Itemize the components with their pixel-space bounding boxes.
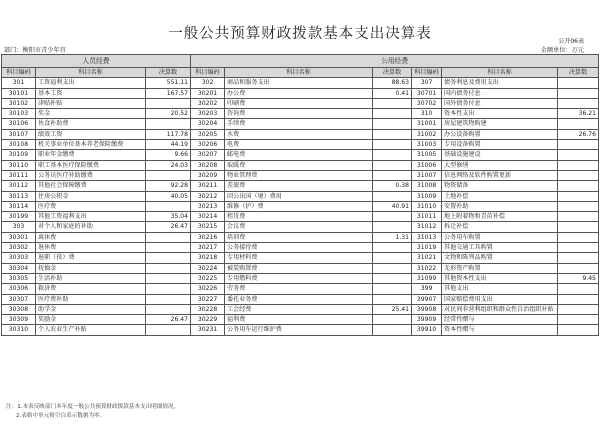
name-cell: 水费 — [225, 129, 373, 139]
amount-cell — [558, 160, 599, 170]
amount-cell — [373, 284, 412, 294]
table-row — [2, 160, 599, 170]
amount-cell — [146, 294, 191, 304]
amount-cell — [373, 191, 412, 201]
table-row — [2, 78, 599, 88]
name-cell: 印刷费 — [225, 98, 373, 108]
table-row — [2, 232, 599, 242]
name-cell: 文物和陈列品购置 — [442, 253, 558, 263]
name-cell: 专用燃料费 — [225, 273, 373, 283]
name-cell: 抚恤金 — [36, 263, 146, 273]
code-cell: 31009 — [412, 191, 442, 201]
code-cell: 30101 — [2, 88, 36, 98]
amount-cell — [373, 212, 412, 222]
amount-cell — [558, 119, 599, 129]
code-cell: 30211 — [191, 181, 225, 191]
amount-cell — [558, 78, 599, 88]
name-cell: 绩效工资 — [36, 129, 146, 139]
amount-cell — [558, 181, 599, 191]
code-cell: 30110 — [2, 160, 36, 170]
name-cell: 劳务费 — [225, 284, 373, 294]
name-cell: 经常性赠与 — [442, 315, 558, 325]
code-cell: 31012 — [412, 222, 442, 232]
name-cell: 机关事业单位基本养老保险缴费 — [36, 140, 146, 150]
amount-cell — [558, 222, 599, 232]
code-cell: 30205 — [191, 129, 225, 139]
amount-cell — [558, 170, 599, 180]
amount-cell: 167.57 — [146, 88, 191, 98]
code-cell: 30111 — [2, 170, 36, 180]
amount-cell: 40.91 — [373, 201, 412, 211]
name-cell: 津贴补贴 — [36, 98, 146, 108]
name-cell: 维修（护）费 — [225, 201, 373, 211]
name-cell: 手续费 — [225, 119, 373, 129]
code-cell: 30303 — [2, 253, 36, 263]
code-cell: 30306 — [2, 284, 36, 294]
name-cell: 生活补助 — [36, 273, 146, 283]
amount-cell — [146, 98, 191, 108]
name-cell: 咨询费 — [225, 109, 373, 119]
amount-cell: 117.78 — [146, 129, 191, 139]
table-row — [2, 315, 599, 325]
amount-cell — [373, 253, 412, 263]
amount-cell: 24.03 — [146, 160, 191, 170]
code-cell: 30209 — [191, 170, 225, 180]
name-cell: 福利费 — [225, 315, 373, 325]
code-cell: 30302 — [2, 243, 36, 253]
table-row — [2, 109, 599, 119]
amount-cell — [373, 140, 412, 150]
code-cell: 31003 — [412, 140, 442, 150]
code-cell: 30212 — [191, 191, 225, 201]
table-row — [2, 191, 599, 201]
name-cell: 工会经费 — [225, 304, 373, 314]
amount-cell — [373, 315, 412, 325]
amount-cell: 36.21 — [558, 109, 599, 119]
code-cell: 30107 — [2, 129, 36, 139]
table-row — [2, 88, 599, 98]
amount-cell — [146, 232, 191, 242]
table-row — [2, 201, 599, 211]
amount-cell — [373, 129, 412, 139]
amount-cell — [146, 119, 191, 129]
col-name: 科目名称 — [36, 68, 146, 78]
name-cell: 会议费 — [225, 222, 373, 232]
amount-cell: 88.63 — [373, 78, 412, 88]
col-code: 科目编码 — [2, 68, 36, 78]
report-title: 一般公共预算财政拨款基本支出决算表 — [168, 26, 432, 42]
note-1: 注：1.本表反映部门本年度一般公共预算财政拨款基本支出明细情况。 — [6, 404, 180, 410]
name-cell: 土地补偿 — [442, 191, 558, 201]
code-cell: 39910 — [412, 325, 442, 335]
code-cell: 30310 — [2, 325, 36, 335]
amount-cell — [373, 243, 412, 253]
amount-cell — [146, 263, 191, 273]
code-cell: 30304 — [2, 263, 36, 273]
amount-cell — [558, 232, 599, 242]
name-cell: 培训费 — [225, 232, 373, 242]
table-row — [2, 263, 599, 273]
name-cell: 公务接待费 — [225, 243, 373, 253]
col-amount: 决算数 — [146, 68, 191, 78]
name-cell: 取暖费 — [225, 160, 373, 170]
code-cell: 30113 — [2, 191, 36, 201]
table-row — [2, 129, 599, 139]
code-cell: 30305 — [2, 273, 36, 283]
amount-cell — [558, 191, 599, 201]
name-cell: 其他工资福利支出 — [36, 212, 146, 222]
code-cell: 31019 — [412, 243, 442, 253]
code-cell: 30206 — [191, 140, 225, 150]
name-cell: 对个人和家庭的补助 — [36, 222, 146, 232]
code-cell: 30114 — [2, 201, 36, 211]
code-cell: 31010 — [412, 201, 442, 211]
name-cell: 大型修缮 — [442, 160, 558, 170]
amount-cell — [373, 160, 412, 170]
code-cell: 31011 — [412, 212, 442, 222]
amount-cell — [558, 325, 599, 335]
table-row — [2, 98, 599, 108]
code-cell: 31022 — [412, 263, 442, 273]
name-cell: 办公设备购置 — [442, 129, 558, 139]
code-cell: 30215 — [191, 222, 225, 232]
amount-cell — [558, 284, 599, 294]
amount-cell — [558, 140, 599, 150]
code-cell: 30216 — [191, 232, 225, 242]
amount-cell — [373, 109, 412, 119]
name-cell: 委托业务费 — [225, 294, 373, 304]
name-cell: 国外债务付息 — [442, 98, 558, 108]
amount-cell: 26.47 — [146, 315, 191, 325]
amount-cell — [373, 119, 412, 129]
name-cell: 退休费 — [36, 243, 146, 253]
code-cell: 30307 — [2, 294, 36, 304]
table-row — [2, 325, 599, 335]
amount-cell: 35.04 — [146, 212, 191, 222]
amount-cell — [373, 294, 412, 304]
name-cell: 其他交通工具购置 — [442, 243, 558, 253]
code-cell: 30208 — [191, 160, 225, 170]
code-cell: 30207 — [191, 150, 225, 160]
code-cell: 399 — [412, 284, 442, 294]
code-cell: 30309 — [2, 315, 36, 325]
name-cell: 租赁费 — [225, 212, 373, 222]
personnel-header: 人员经费 — [2, 55, 191, 68]
code-cell: 30103 — [2, 109, 36, 119]
amount-cell: 9.66 — [146, 150, 191, 160]
code-cell: 30227 — [191, 294, 225, 304]
code-cell: 30231 — [191, 325, 225, 335]
code-cell: 30301 — [2, 232, 36, 242]
form-number: 公开06表 — [558, 38, 584, 45]
amount-cell: 26.47 — [146, 222, 191, 232]
table-row — [2, 304, 599, 314]
table-row — [2, 253, 599, 263]
code-cell: 30203 — [191, 109, 225, 119]
name-cell: 专用材料费 — [225, 253, 373, 263]
amount-cell — [373, 170, 412, 180]
code-cell: 30112 — [2, 181, 36, 191]
code-cell: 30106 — [2, 119, 36, 129]
code-cell: 30102 — [2, 98, 36, 108]
code-cell: 31013 — [412, 232, 442, 242]
name-cell: 邮电费 — [225, 150, 373, 160]
amount-cell — [146, 273, 191, 283]
code-cell: 301 — [2, 78, 36, 88]
table-row — [2, 140, 599, 150]
name-cell: 信息网络及软件购置更新 — [442, 170, 558, 180]
amount-cell: 551.11 — [146, 78, 191, 88]
name-cell: 商品和服务支出 — [225, 78, 373, 88]
amount-cell — [373, 325, 412, 335]
name-cell: 国家赔偿费用支出 — [442, 294, 558, 304]
name-cell: 电费 — [225, 140, 373, 150]
name-cell: 离休费 — [36, 232, 146, 242]
code-cell: 31002 — [412, 129, 442, 139]
code-cell: 31021 — [412, 253, 442, 263]
code-cell: 303 — [2, 222, 36, 232]
code-cell: 30308 — [2, 304, 36, 314]
code-cell: 39909 — [412, 315, 442, 325]
name-cell: 房屋建筑物购建 — [442, 119, 558, 129]
col-amount: 决算数 — [373, 68, 412, 78]
table-row — [2, 119, 599, 129]
col-amount: 决算数 — [558, 68, 599, 78]
code-cell: 30225 — [191, 273, 225, 283]
table-row — [2, 212, 599, 222]
name-cell: 助学金 — [36, 304, 146, 314]
amount-cell — [558, 304, 599, 314]
amount-cell — [558, 201, 599, 211]
amount-cell: 0.38 — [373, 181, 412, 191]
code-cell: 30108 — [2, 140, 36, 150]
code-cell: 307 — [412, 78, 442, 88]
name-cell: 对民间非营利组织和群众性自治组织补贴 — [442, 304, 558, 314]
name-cell: 被装购置费 — [225, 263, 373, 273]
name-cell: 奖金 — [36, 109, 146, 119]
name-cell: 医疗费 — [36, 201, 146, 211]
name-cell: 其他资本性支出 — [442, 273, 558, 283]
name-cell: 基础设施建设 — [442, 150, 558, 160]
name-cell: 退职（役）费 — [36, 253, 146, 263]
code-cell: 302 — [191, 78, 225, 88]
amount-cell — [373, 150, 412, 160]
code-cell: 39908 — [412, 304, 442, 314]
code-cell: 30213 — [191, 201, 225, 211]
name-cell: 住房公积金 — [36, 191, 146, 201]
col-code: 科目编码 — [191, 68, 225, 78]
name-cell: 公务员医疗补助缴费 — [36, 170, 146, 180]
name-cell: 职业年金缴费 — [36, 150, 146, 160]
table-row — [2, 284, 599, 294]
table-row — [2, 170, 599, 180]
amount-cell — [558, 253, 599, 263]
amount-cell: 92.28 — [146, 181, 191, 191]
table-row — [2, 222, 599, 232]
name-cell: 伙食补助费 — [36, 119, 146, 129]
note-2: 2.表格中单元格空白表示数据为零。 — [16, 413, 106, 419]
amount-cell — [373, 98, 412, 108]
name-cell: 物业管理费 — [225, 170, 373, 180]
table-row — [2, 273, 599, 283]
code-cell: 30204 — [191, 119, 225, 129]
amount-cell — [558, 150, 599, 160]
amount-cell — [146, 284, 191, 294]
name-cell: 资本性赠与 — [442, 325, 558, 335]
amount-cell — [146, 201, 191, 211]
name-cell: 专用设备购置 — [442, 140, 558, 150]
name-cell: 其他社会保障缴费 — [36, 181, 146, 191]
name-cell: 物资储备 — [442, 181, 558, 191]
name-cell: 无形资产购置 — [442, 263, 558, 273]
name-cell: 资本性支出 — [442, 109, 558, 119]
code-cell: 31007 — [412, 170, 442, 180]
code-cell: 30201 — [191, 88, 225, 98]
unit-label: 金额单位：万元 — [540, 47, 584, 54]
col-name: 科目名称 — [442, 68, 558, 78]
code-cell: 31008 — [412, 181, 442, 191]
amount-cell — [146, 243, 191, 253]
amount-cell: 0.41 — [373, 88, 412, 98]
amount-cell — [146, 304, 191, 314]
name-cell: 个人农业生产补贴 — [36, 325, 146, 335]
code-cell: 30702 — [412, 98, 442, 108]
code-cell: 30701 — [412, 88, 442, 98]
expenditure-table-wrapper — [1, 54, 598, 336]
name-cell: 公务用车运行维护费 — [225, 325, 373, 335]
code-cell: 31001 — [412, 119, 442, 129]
amount-cell — [558, 263, 599, 273]
name-cell: 地上附着物和青苗补偿 — [442, 212, 558, 222]
name-cell: 国内债务付息 — [442, 88, 558, 98]
amount-cell — [373, 222, 412, 232]
col-name: 科目名称 — [225, 68, 373, 78]
amount-cell — [558, 98, 599, 108]
amount-cell: 9.45 — [558, 273, 599, 283]
name-cell: 基本工资 — [36, 88, 146, 98]
name-cell: 拆迁补偿 — [442, 222, 558, 232]
name-cell: 其他支出 — [442, 284, 558, 294]
department-label: 部门：衡阳市青少年宫 — [4, 47, 66, 54]
code-cell: 31005 — [412, 150, 442, 160]
name-cell: 差旅费 — [225, 181, 373, 191]
name-cell: 安置补助 — [442, 201, 558, 211]
amount-cell: 1.31 — [373, 232, 412, 242]
amount-cell — [146, 325, 191, 335]
public-header: 公用经费 — [191, 55, 599, 68]
amount-cell: 26.76 — [558, 129, 599, 139]
col-code: 科目编码 — [412, 68, 442, 78]
amount-cell — [558, 243, 599, 253]
amount-cell: 25.41 — [373, 304, 412, 314]
name-cell: 办公费 — [225, 88, 373, 98]
name-cell: 公务用车购置 — [442, 232, 558, 242]
code-cell: 30199 — [2, 212, 36, 222]
amount-cell — [558, 294, 599, 304]
code-cell: 30218 — [191, 253, 225, 263]
name-cell: 救济费 — [36, 284, 146, 294]
amount-cell — [558, 88, 599, 98]
amount-cell: 20.52 — [146, 109, 191, 119]
code-cell: 30224 — [191, 263, 225, 273]
table-row — [2, 181, 599, 191]
expenditure-table — [1, 54, 599, 336]
amount-cell — [558, 315, 599, 325]
amount-cell — [373, 263, 412, 273]
name-cell: 奖励金 — [36, 315, 146, 325]
code-cell: 31006 — [412, 160, 442, 170]
table-row — [2, 243, 599, 253]
code-cell: 39907 — [412, 294, 442, 304]
code-cell: 30229 — [191, 315, 225, 325]
name-cell: 工资福利支出 — [36, 78, 146, 88]
code-cell: 30202 — [191, 98, 225, 108]
amount-cell — [146, 170, 191, 180]
table-row — [2, 294, 599, 304]
code-cell: 30214 — [191, 212, 225, 222]
amount-cell — [373, 273, 412, 283]
code-cell: 310 — [412, 109, 442, 119]
name-cell: 债务利息及费用支出 — [442, 78, 558, 88]
code-cell: 30217 — [191, 243, 225, 253]
table-row — [2, 150, 599, 160]
name-cell: 因公出国（境）费用 — [225, 191, 373, 201]
amount-cell: 44.19 — [146, 140, 191, 150]
code-cell: 30228 — [191, 304, 225, 314]
amount-cell — [146, 253, 191, 263]
amount-cell: 40.05 — [146, 191, 191, 201]
code-cell: 30109 — [2, 150, 36, 160]
name-cell: 职工基本医疗保险缴费 — [36, 160, 146, 170]
table-body — [2, 78, 599, 335]
code-cell: 30226 — [191, 284, 225, 294]
name-cell: 医疗费补助 — [36, 294, 146, 304]
amount-cell — [558, 212, 599, 222]
code-cell: 31099 — [412, 273, 442, 283]
